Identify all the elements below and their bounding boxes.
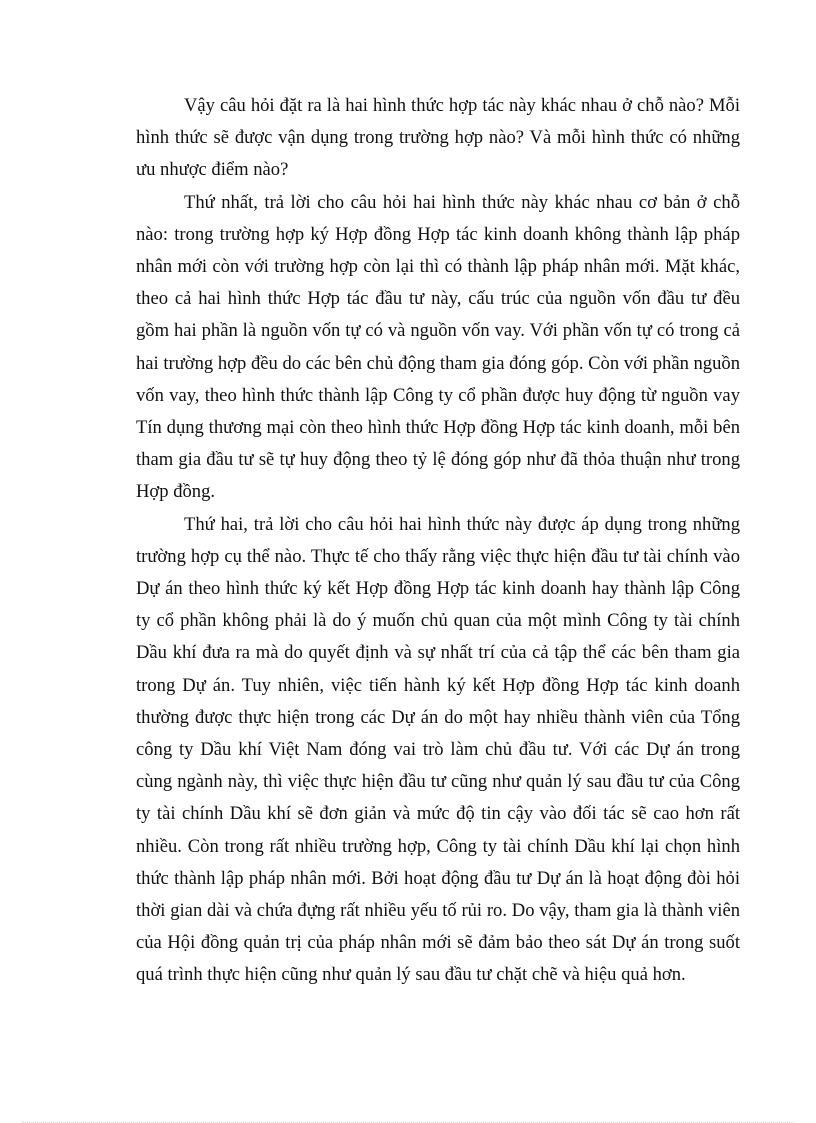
paragraph-question: Vậy câu hỏi đặt ra là hai hình thức hợp tác này khác nhau ở chỗ nào? Mỗi hình thức sẽ được vận dụng trong trường hợp nào? Và mỗi hình thức có những ưu nhược điểm nào? (136, 95, 740, 181)
document-body (136, 90, 740, 992)
paragraph-second-answer: Thứ hai, trả lời cho câu hỏi hai hình thức này được áp dụng trong những trường hợp cụ thể nào. Thực tế cho thấy rằng việc thực hiện đầu tư tài chính vào Dự án theo hình thức ký kết Hợp đồng Hợp tác kinh doanh hay thành lập Công ty cổ phần không phải là do ý muốn chủ quan của một mình Công ty tài chính Dầu khí đưa ra mà do quyết định và sự nhất trí của cả tập thể các bên tham gia trong Dự án. Tuy nhiên, việc tiến hành ký kết Hợp đồng Hợp tác kinh doanh thường được thực hiện trong các Dự án do một hay nhiều thành viên của Tổng công ty Dầu khí Việt Nam đóng vai trò làm chủ đầu tư. Với các Dự án trong cùng ngành này, thì việc thực hiện đầu tư cũng như quản lý sau đầu tư của Công ty tài chính Dầu khí sẽ đơn giản và mức độ tin cậy vào đối tác sẽ cao hơn rất nhiều. Còn trong rất nhiều trường hợp, Công ty tài chính Dầu khí lại chọn hình thức thành lập pháp nhân mới. Bởi hoạt động đầu tư Dự án là hoạt động đòi hỏi thời gian dài và chứa đựng rất nhiều yếu tố rủi ro. Do vậy, tham gia là thành viên của Hội đồng quản trị của pháp nhân mới sẽ đảm bảo theo sát Dự án trong suốt quá trình thực hiện cũng như quản lý sau đầu tư chặt chẽ và hiệu quả hơn. (136, 513, 740, 986)
paragraph-first-answer: Thứ nhất, trả lời cho câu hỏi hai hình thức này khác nhau cơ bản ở chỗ nào: trong trường hợp ký Hợp đồng Hợp tác kinh doanh không thành lập pháp nhân mới còn với trường hợp còn lại thì có thành lập pháp nhân mới. Mặt khác, theo cả hai hình thức Hợp tác đầu tư này, cấu trúc của nguồn vốn đầu tư đều gồm hai phần là nguồn vốn tự có và nguồn vốn vay. Với phần vốn tự có trong cả hai trường hợp đều do các bên chủ động tham gia đóng góp. Còn với phần nguồn vốn vay, theo hình thức thành lập Công ty cổ phần được huy động từ nguồn vay Tín dụng thương mại còn theo hình thức Hợp đồng Hợp tác kinh doanh, mỗi bên tham gia đầu tư sẽ tự huy động theo tỷ lệ đóng góp như đã thỏa thuận như trong Hợp đồng. (136, 191, 740, 503)
